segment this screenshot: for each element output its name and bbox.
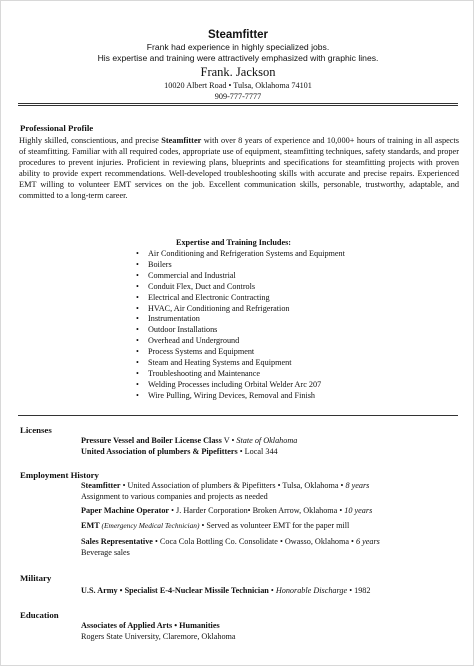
job-entry-1 [81,481,369,492]
job-details: • United Association of plumbers & Pipefitters • Tulsa, Oklahoma • [120,481,346,490]
expertise-item [136,293,345,304]
job-duration: 6 years [355,537,380,546]
job-description-1: Assignment to various companies and projects as needed [81,492,268,501]
military-year: • 1982 [347,586,371,595]
bullet-icon: • [136,292,139,302]
union-local: • Local 344 [237,447,278,456]
education-degree [81,621,220,632]
candidate-address: 10020 Albert Road • Tulsa, Oklahoma 74101 [164,81,312,90]
expertise-heading: Expertise and Training Includes: [176,238,292,247]
license-item [81,436,297,447]
license-class: V • [221,436,237,445]
job-duration: 10 years [344,506,373,515]
expertise-item [136,304,345,315]
expertise-item-label: Welding Processes including Orbital Welder Arc 207 [148,379,322,389]
expertise-list [136,249,345,402]
expertise-item-label: Commercial and Industrial [148,270,236,280]
job-details: • Served as volunteer EMT for the paper mill [199,521,350,530]
expertise-item-label: Overhead and Underground [148,336,240,346]
bullet-icon: • [136,259,139,269]
bullet-icon: • [136,314,139,324]
profile-text [19,136,459,201]
bullet-icon: • [136,368,139,378]
expertise-item [136,325,345,336]
bullet-icon: • [136,336,139,346]
military-entry [81,586,371,597]
expertise-item-label: Process Systems and Equipment [148,347,255,357]
job-duration: 8 years [345,481,370,490]
bullet-icon: • [136,379,139,389]
expertise-item [136,249,345,260]
header-divider-line [18,103,458,104]
bullet-icon: • [136,249,139,258]
expertise-item-label: Electrical and Electronic Contracting [148,292,270,302]
profile-text-start: Highly skilled, conscientious, and precise [19,136,162,145]
expertise-item [136,380,345,391]
expertise-item [136,336,345,347]
candidate-name: Frank. Jackson [200,65,276,79]
education-school: Rogers State University, Claremore, Oklahoma [81,632,236,641]
expertise-item-label: Instrumentation [148,314,200,324]
job-entry-2 [81,506,372,517]
expertise-item [136,271,345,282]
expertise-item [136,358,345,369]
bullet-icon: • [136,270,139,280]
expertise-item-label: Troubleshooting and Maintenance [148,368,261,378]
expertise-item [136,391,345,402]
bullet-icon: • [136,281,139,291]
expertise-item-label: Boilers [148,259,172,269]
job-details: • J. Harder Corporation• Broken Arrow, Oklahoma • [169,506,345,515]
subtitle-line-2: His expertise and training were attractively emphasized with graphic lines. [97,53,379,63]
job-title: EMT [81,521,100,530]
profile-text-rest: with over 8 years of experience and 10,000+ hours of training in all aspects of steamfitting. Familiar with all required codes, appropriate use of equipment, steamfitting techniques, safety standards, and proper procedures to prevent injuries. Proficient in reviewing plans, blueprints and specifications for steamfitting projects with proven ability to provide expert recommendations. Well-developed troubleshooting skills with accurate and precise repairs. Experienced EMT willing to volunteer EMT services on the job. Excellent communication skills, personable, trustworthy, adaptable, and committed to a long-term career. [19,136,460,200]
military-separator: • [268,586,276,595]
bullet-icon: • [136,325,139,335]
union-item [81,447,278,458]
expertise-item-label: Wire Pulling, Wiring Devices, Removal and Finish [148,390,316,400]
job-title: Paper Machine Operator [81,506,170,515]
education-heading: Education [20,610,59,620]
licenses-heading: Licenses [20,425,52,435]
union-name: United Association of plumbers & Pipefitters [81,447,238,456]
document-title: Steamfitter [207,29,269,41]
job-title-expansion: (Emergency Medical Technician) [99,521,200,530]
expertise-item [136,282,345,293]
section-divider-line [18,415,458,416]
license-issuer: State of Oklahoma [236,436,298,445]
bullet-icon: • [136,390,139,400]
header-divider-line-2 [18,105,458,106]
bullet-icon: • [136,347,139,357]
bullet-icon: • [136,303,139,313]
expertise-item-label: Conduit Flex, Duct and Controls [148,281,256,291]
job-entry-4 [81,537,380,548]
job-details: • Coca Cola Bottling Co. Consolidate • Owasso, Oklahoma • [152,537,356,546]
job-entry-3 [81,521,349,532]
expertise-item [136,260,345,271]
resume-header [1,28,474,102]
military-service: U.S. Army • Specialist E-4-Nuclear Missile Technician [81,586,269,595]
expertise-item-label: Steam and Heating Systems and Equipment [148,358,292,368]
military-discharge: Honorable Discharge [275,586,348,595]
expertise-item-label: Outdoor Installations [148,325,218,335]
military-heading: Military [20,573,52,583]
profile-heading: Professional Profile [20,123,94,133]
profile-text-bold: Steamfitter [161,136,202,145]
job-title: Steamfitter [81,481,121,490]
expertise-item [136,347,345,358]
expertise-item [136,314,345,325]
employment-heading: Employment History [20,470,99,480]
license-name: Pressure Vessel and Boiler License Class [81,436,222,445]
candidate-phone: 909-777-7777 [214,92,262,101]
expertise-item-label: Air Conditioning and Refrigeration Systems and Equipment [148,249,345,258]
job-description-4: Beverage sales [81,548,130,557]
bullet-icon: • [136,358,139,368]
expertise-item-label: HVAC, Air Conditioning and Refrigeration [148,303,290,313]
expertise-item [136,369,345,380]
degree-name: Associates of Applied Arts • Humanities [81,621,220,630]
job-title: Sales Representative [81,537,153,546]
subtitle-line-1: Frank had experience in highly specialized jobs. [146,42,330,52]
